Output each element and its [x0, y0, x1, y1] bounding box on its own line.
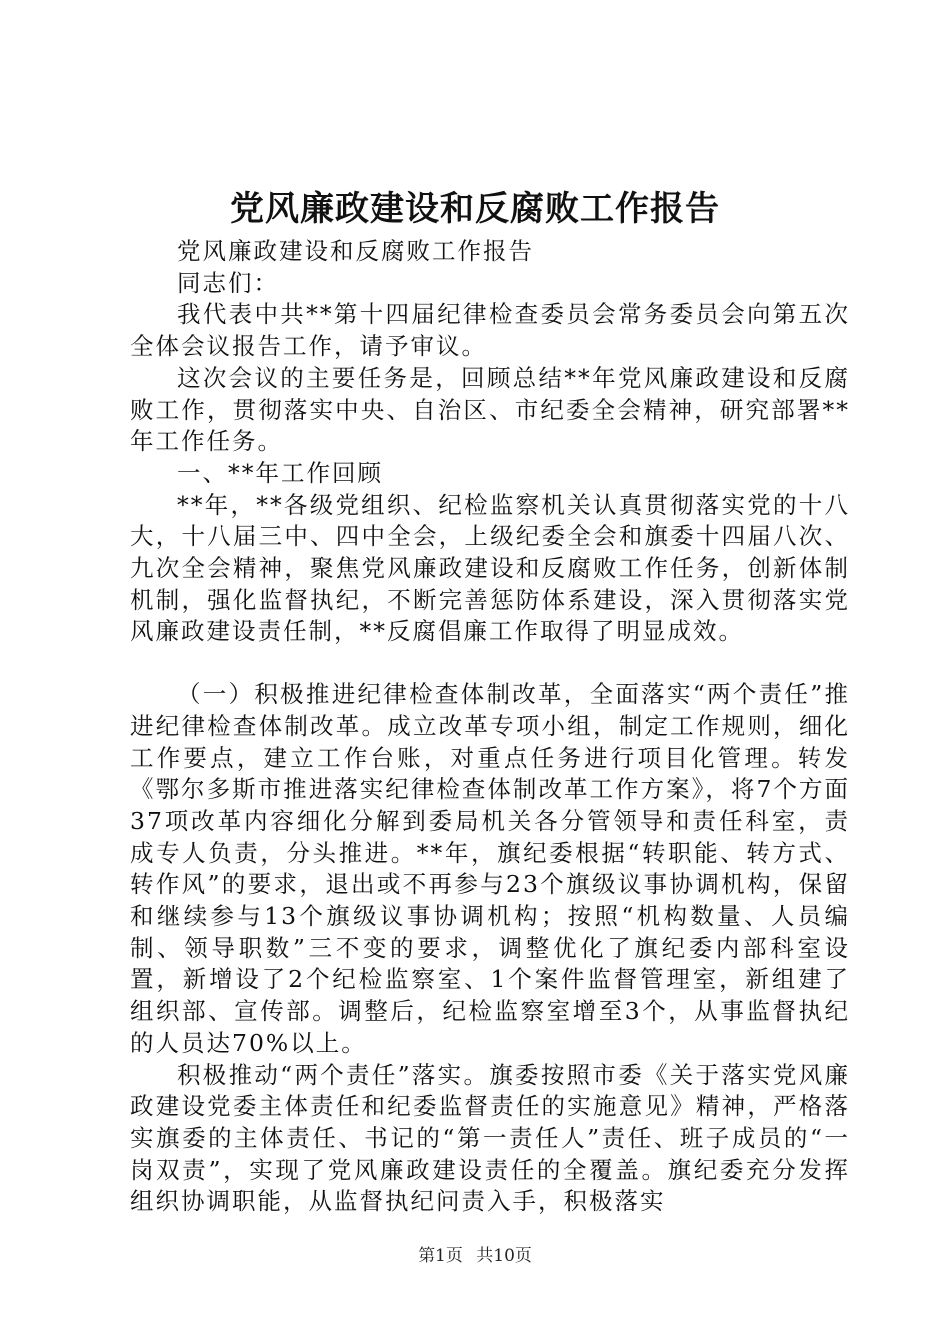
document-title: 党风廉政建设和反腐败工作报告 [230, 189, 720, 229]
paragraph-subtitle: 党风廉政建设和反腐败工作报告 [177, 237, 534, 265]
document-body [130, 236, 850, 1218]
paragraph-review: **年，**各级党组织、纪检监察机关认真贯彻落实党的十八大，十八届三中、四中全会，上级纪委全会和旗委十四届八次、九次全会精神，聚焦党风廉政建设和反腐败工作任务，创新体制机制，强化监督执纪，不断完善惩防体系建设，深入贯彻落实党风廉政建设责任制，**反腐倡廉工作取得了明显成效。 [130, 490, 850, 646]
paragraph-reform: （一）积极推进纪律检查体制改革，全面落实“两个责任”推进纪律检查体制改革。成立改革专项小组，制定工作规则，细化工作要点，建立工作台账，对重点任务进行项目化管理。转发《鄂尔多斯市推进落实纪律检查体制改革工作方案》，将7个方面37项改革内容细化分解到委局机关各分管领导和责任科室，责成专人负责，分头推进。**年，旗纪委根据“转职能、转方式、转作风”的要求，退出或不再参与23个旗级议事协调机构，保留和继续参与13个旗级议事协调机构；按照“机构数量、人员编制、领导职数”三不变的要求，调整优化了旗纪委内部科室设置，新增设了2个纪检监察室、1个案件监督管理室，新组建了组织部、宣传部。调整后，纪检监察室增至3个，从事监督执纪的人员达70%以上。 [130, 680, 850, 1057]
paragraph-intro: 我代表中共**第十四届纪律检查委员会常务委员会向第五次全体会议报告工作，请予审议。 [130, 300, 850, 361]
page-total: 共10页 [476, 1246, 532, 1266]
section-heading: 一、**年工作回顾 [177, 458, 383, 487]
page-number: 第1页 [418, 1246, 463, 1266]
paragraph-responsibility: 积极推动“两个责任”落实。旗委按照市委《关于落实党风廉政建设党委主体责任和纪委监督责任的实施意见》精神，严格落实旗委的主体责任、书记的“第一责任人”责任、班子成员的“一岗双责”，实现了党风廉政建设责任的全覆盖。旗纪委充分发挥组织协调职能，从监督执纪问责入手，积极落实 [130, 1060, 850, 1216]
paragraph-meeting-tasks: 这次会议的主要任务是，回顾总结**年党风廉政建设和反腐败工作，贯彻落实中央、自治区、市纪委全会精神，研究部署**年工作任务。 [130, 363, 850, 456]
paragraph-salutation: 同志们： [177, 268, 279, 297]
page-footer [0, 1244, 950, 1268]
